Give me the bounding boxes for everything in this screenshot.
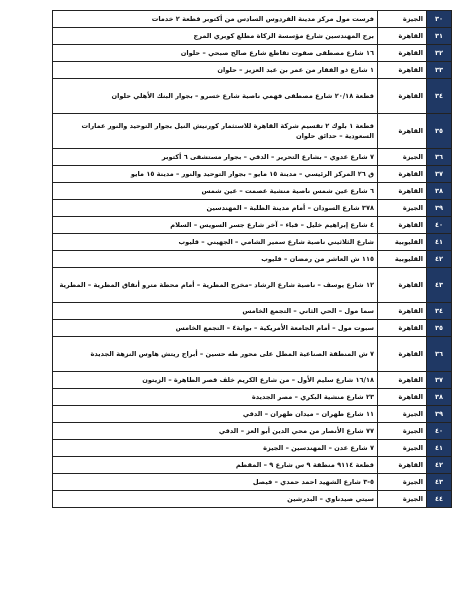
row-number: ٣٧	[427, 166, 452, 183]
governorate-cell: القاهرة	[378, 183, 427, 200]
governorate-cell: القاهرة	[378, 114, 427, 149]
row-number: ٤٠	[427, 423, 452, 440]
governorate-cell: الجيزة	[378, 200, 427, 217]
governorate-cell: القاهرة	[378, 372, 427, 389]
table-row	[53, 149, 452, 166]
row-number: ٣٢	[427, 45, 452, 62]
table-row	[53, 28, 452, 45]
governorate-cell: القاهرة	[378, 79, 427, 114]
table-row	[53, 440, 452, 457]
row-number: ٤١	[427, 440, 452, 457]
address-cell: ١٦/١٨ شارع سليم الأول – من شارع الكريم خلف قصر الطاهرة – الزيتون	[53, 372, 378, 389]
row-number: ٤٣	[427, 474, 452, 491]
address-cell: قطعة ٢٠/١٨ شارع مصطفى فهمي ناصية شارع خسرو – بجوار البنك الأهلي حلوان	[53, 79, 378, 114]
table-row	[53, 62, 452, 79]
table-row	[53, 320, 452, 337]
table-row	[53, 183, 452, 200]
address-cell: ١١٥ ش العاشر من رمضان – قليوب	[53, 251, 378, 268]
table-row	[53, 11, 452, 28]
governorate-cell: القاهرة	[378, 303, 427, 320]
address-cell: قطعة ٩١١٤ منطقة ٩ س شارع ٩ – المقطم	[53, 457, 378, 474]
table-row	[53, 337, 452, 372]
governorate-cell: القاهرة	[378, 268, 427, 303]
table-row	[53, 234, 452, 251]
table-row	[53, 491, 452, 508]
table-row	[53, 389, 452, 406]
governorate-cell: الجيزة	[378, 491, 427, 508]
governorate-cell: الجيزة	[378, 474, 427, 491]
table-row	[53, 423, 452, 440]
address-cell: شارع الثلاثيني ناصية شارع سمير الشامي – الجهيني – قليوب	[53, 234, 378, 251]
address-cell: ق ٢٦ المركز الرئيسي – مدينة ١٥ مايو – بجوار التوحيد والنور – مدينة ١٥ مايو	[53, 166, 378, 183]
table-row	[53, 457, 452, 474]
table-row	[53, 200, 452, 217]
address-cell: قطعة ١ بلوك ٢ تقسيم شركة القاهرة للاستثمار كورنيش النيل بجوار التوحيد والنور عمارات السعودية – حدائق حلوان	[53, 114, 378, 149]
row-number: ٤٤	[427, 491, 452, 508]
table-row	[53, 474, 452, 491]
address-table	[52, 10, 452, 508]
governorate-cell: القاهرة	[378, 457, 427, 474]
address-cell: ٦ شارع عين شمس ناصية منشية عصمت – عين شمس	[53, 183, 378, 200]
table-row	[53, 268, 452, 303]
governorate-cell: الجيزة	[378, 149, 427, 166]
table-row	[53, 251, 452, 268]
address-cell: سبوت مول – أمام الجامعة الأمريكية – بوابة٤ – التجمع الخامس	[53, 320, 378, 337]
address-cell: ٣٧٨ شارع السودان – أمام مدينة الطلبة – المهندسين	[53, 200, 378, 217]
row-number: ٤٣	[427, 268, 452, 303]
governorate-cell: القاهرة	[378, 320, 427, 337]
row-number: ٣٦	[427, 149, 452, 166]
governorate-cell: القاهرة	[378, 337, 427, 372]
row-number: ٤٠	[427, 217, 452, 234]
row-number: ٤٢	[427, 251, 452, 268]
row-number: ٤٢	[427, 457, 452, 474]
governorate-cell: القليوبية	[378, 251, 427, 268]
row-number: ٣٩	[427, 200, 452, 217]
governorate-cell: القاهرة	[378, 217, 427, 234]
table-row	[53, 114, 452, 149]
row-number: ٣٧	[427, 372, 452, 389]
governorate-cell: القاهرة	[378, 166, 427, 183]
address-cell: ٢٣ شارع منشية البكري – مصر الجديدة	[53, 389, 378, 406]
governorate-cell: القليوبية	[378, 234, 427, 251]
table-row	[53, 372, 452, 389]
table-row	[53, 406, 452, 423]
row-number: ٣٣	[427, 62, 452, 79]
table-row	[53, 45, 452, 62]
governorate-cell: القاهرة	[378, 389, 427, 406]
governorate-cell: القاهرة	[378, 45, 427, 62]
address-cell: ٧٧ شارع الأنصار من محي الدين أبو العز – الدقي	[53, 423, 378, 440]
row-number: ٣٥	[427, 320, 452, 337]
governorate-cell: الجيزة	[378, 406, 427, 423]
table-row	[53, 303, 452, 320]
address-cell: ١١ شارع طهران – ميدان طهران – الدقي	[53, 406, 378, 423]
row-number: ٤١	[427, 234, 452, 251]
row-number: ٣٠	[427, 11, 452, 28]
address-cell: ١ شارع ذو الفقار من عمر بن عبد العزيز – حلوان	[53, 62, 378, 79]
address-cell: ٧ شارع عدوي – بشارع التحرير – الدقي – بجوار مستشفى ٦ أكتوبر	[53, 149, 378, 166]
address-cell: ٤ شارع إبراهيم خليل – قباء – آخر شارع جسر السويس – السلام	[53, 217, 378, 234]
address-cell: ٧ ش المنطقة الصناعية المطل على محور طه حسين – أبراج ريتش هاوس النزهة الجديدة	[53, 337, 378, 372]
governorate-cell: القاهرة	[378, 28, 427, 45]
table-row	[53, 79, 452, 114]
address-cell: برج المهندسين شارع مؤسسة الزكاة مطلع كوبري المرج	[53, 28, 378, 45]
table-row	[53, 217, 452, 234]
row-number: ٣٩	[427, 406, 452, 423]
address-cell: ١٢ شارع يوسف – ناصية شارع الرشاد –مخرج المطرية – أمام محطة مترو أنفاق المطرية – المطرية	[53, 268, 378, 303]
address-cell: ٧ شارع عدن – المهندسين – الجيزة	[53, 440, 378, 457]
governorate-cell: القاهرة	[378, 62, 427, 79]
row-number: ٣٤	[427, 79, 452, 114]
governorate-cell: الجيزة	[378, 11, 427, 28]
governorate-cell: الجيزة	[378, 440, 427, 457]
governorate-cell: الجيزة	[378, 423, 427, 440]
row-number: ٣٥	[427, 114, 452, 149]
address-cell: سما مول – الحي الثاني – التجمع الخامس	[53, 303, 378, 320]
address-cell: فرست مول مركز مدينة الفردوس السادس من أكتوبر قطعة ٢ خدمات	[53, 11, 378, 28]
row-number: ٣٤	[427, 303, 452, 320]
address-cell: ٥-٣ شارع الشهيد احمد حمدي – فيصل	[53, 474, 378, 491]
row-number: ٣١	[427, 28, 452, 45]
row-number: ٣٨	[427, 183, 452, 200]
address-cell: سيتي صيدناوي – البدرشين	[53, 491, 378, 508]
row-number: ٣٦	[427, 337, 452, 372]
row-number: ٣٨	[427, 389, 452, 406]
address-cell: ١٦ شارع مصطفى صفوت تقاطع شارع صالح صبحي – حلوان	[53, 45, 378, 62]
table-row	[53, 166, 452, 183]
